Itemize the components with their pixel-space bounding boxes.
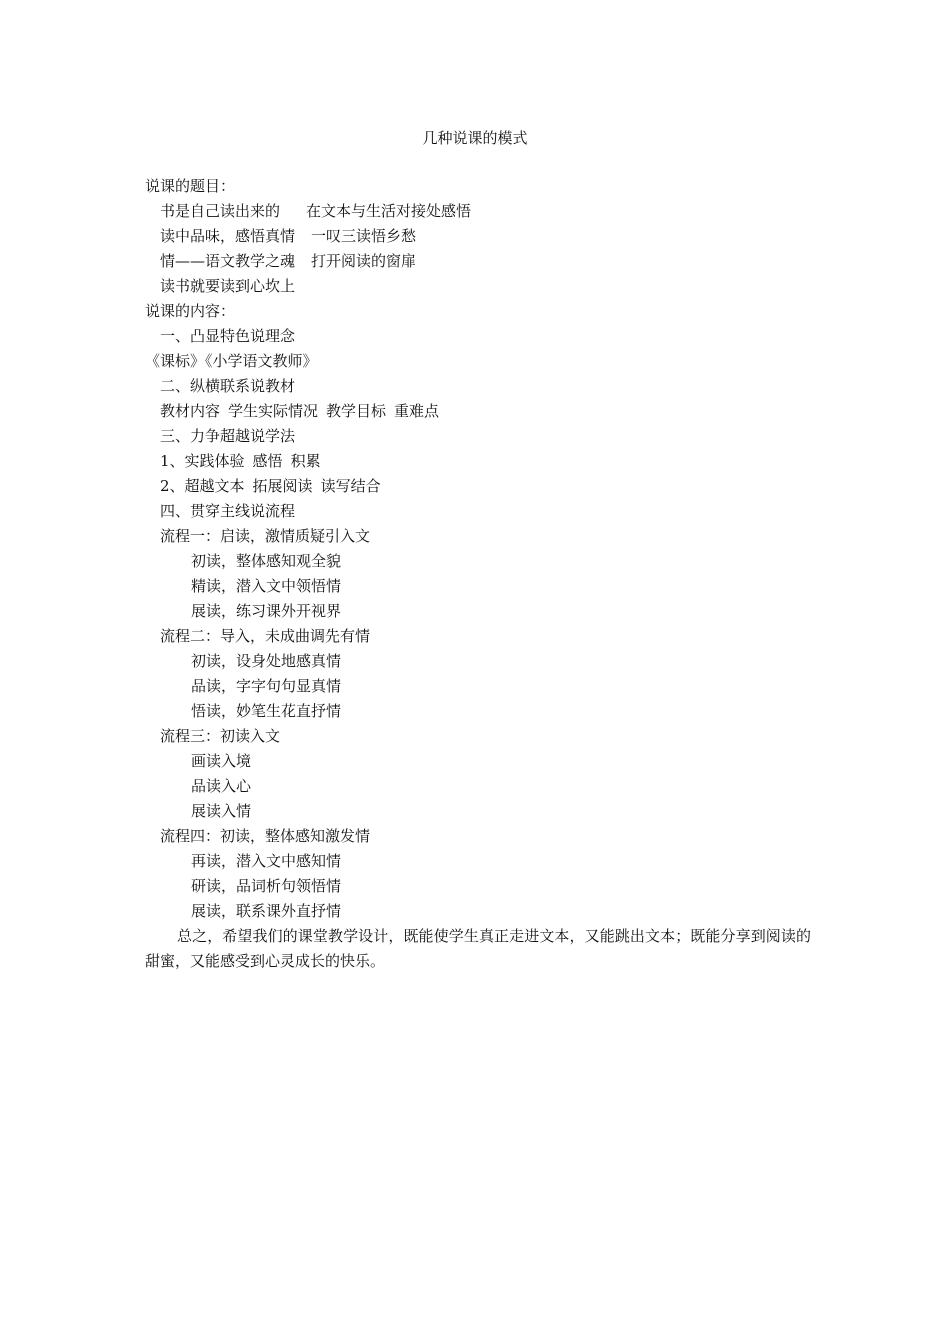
flow-title: 流程二：导入，未成曲调先有情 [160,627,371,645]
conclusion-paragraph: 总之，希望我们的课堂教学设计，既能使学生真正走进文本，又能跳出文本；既能分享到阅读的甜蜜，又能感受到心灵成长的快乐。 [145,927,811,970]
section-item: 2、超越文本 [160,477,245,495]
section-item: 读写结合 [320,477,381,495]
flow-title: 流程四：初读，整体感知激发情 [160,827,371,845]
flow-step: 悟读，妙笔生花直抒情 [191,702,342,720]
flow-step: 画读入境 [191,752,252,770]
content-heading: 说课的内容： [145,302,236,320]
topic-line [145,199,811,224]
topic-line [145,249,811,274]
flow-title: 流程一：启读，激情质疑引入文 [160,527,371,545]
flow-step: 研读，品词析句领悟情 [191,877,342,895]
flow-step: 精读，潜入文中领悟情 [191,577,342,595]
document-title: 几种说课的模式 [422,129,528,147]
flow-step: 初读，整体感知观全貌 [191,552,342,570]
section-items [145,449,811,474]
topic-line [145,224,811,249]
flow-step: 初读，设身处地感真情 [191,652,342,670]
topic-item: 书是自己读出来的 [160,202,281,220]
topic-item: 读中品味，感悟真情 [160,227,296,245]
section-item: 教学目标 [326,402,387,420]
topic-item: 情——语文教学之魂 [160,252,296,270]
section-item: 重难点 [394,402,440,420]
flow-step: 展读，联系课外直抒情 [191,902,342,920]
section-item: 积累 [290,452,321,470]
section-item: 教材内容 [160,402,221,420]
section-title: 一、凸显特色说理念 [160,327,296,345]
section-item: 感悟 [252,452,283,470]
flow-step: 品读，字字句句显真情 [191,677,342,695]
topic-item: 在文本与生活对接处感悟 [306,202,472,220]
flow-step: 再读，潜入文中感知情 [191,852,342,870]
flow-title: 流程三：初读入文 [160,727,281,745]
topic-item: 打开阅读的窗扉 [311,252,417,270]
section-title: 四、贯穿主线说流程 [160,502,296,520]
section-body: 《课标》《小学语文教师》 [145,352,318,370]
flow-step: 品读入心 [191,777,252,795]
section-item: 1、实践体验 [160,452,245,470]
topic-line [145,274,811,299]
flow-step: 展读入情 [191,802,252,820]
topic-item: 一叹三读悟乡愁 [311,227,417,245]
section-item: 拓展阅读 [252,477,313,495]
section-items [145,474,811,499]
section-item: 学生实际情况 [228,402,319,420]
topic-item: 读书就要读到心坎上 [160,277,296,295]
document-body [145,174,811,974]
section-title: 三、力争超越说学法 [160,427,296,445]
flow-step: 展读，练习课外开视界 [191,602,342,620]
topics-heading: 说课的题目： [145,177,236,195]
section-title: 二、纵横联系说教材 [160,377,296,395]
section-items [145,399,811,424]
